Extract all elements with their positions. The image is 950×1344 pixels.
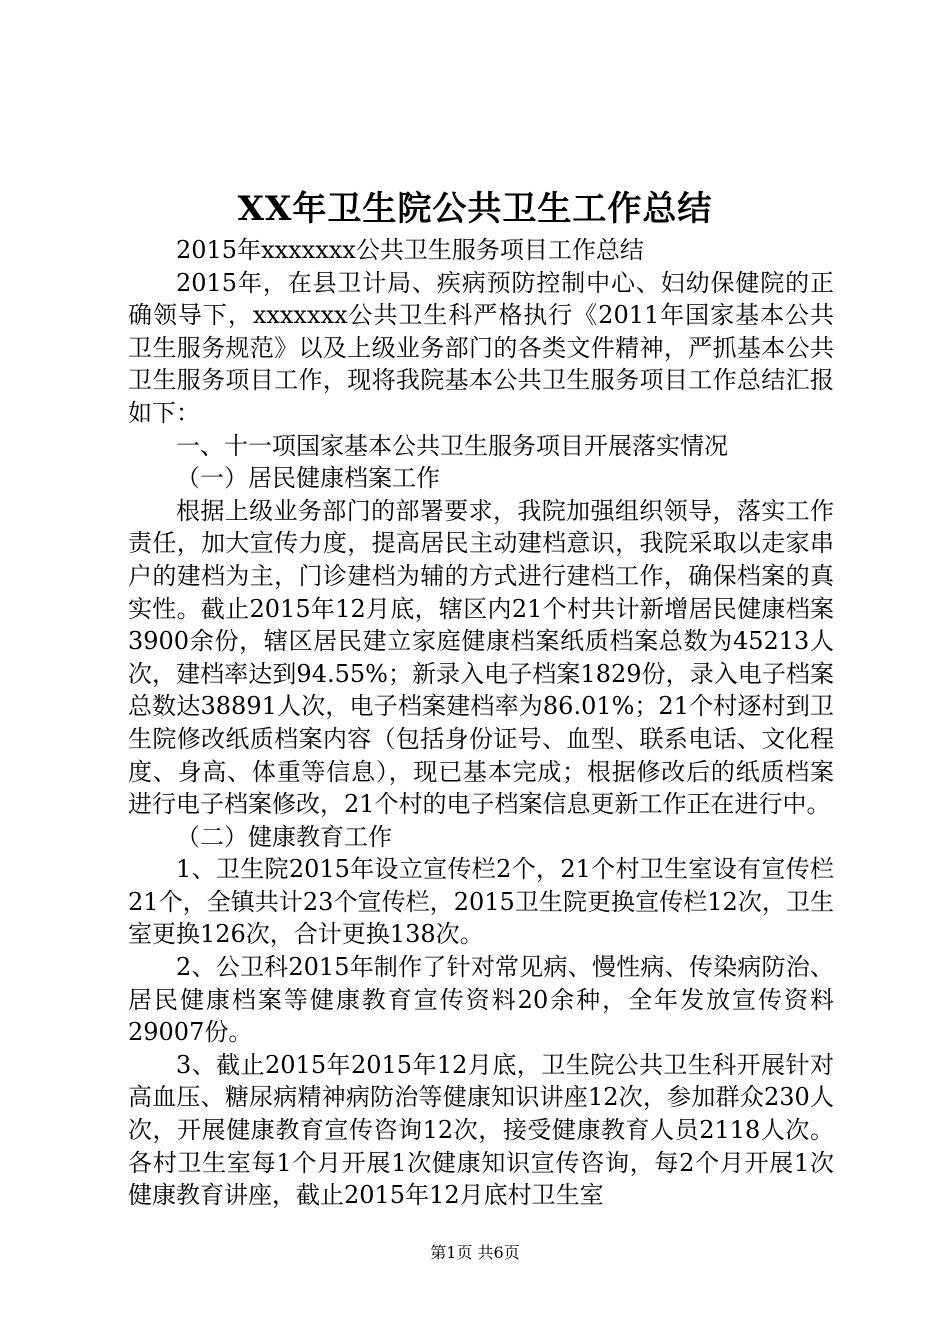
- subsection-heading-2: （二）健康教育工作: [176, 822, 392, 851]
- paragraph-subtitle: 2015年xxxxxxx公共卫生服务项目工作总结: [176, 236, 644, 264]
- paragraph-health-records: 根据上级业务部门的部署要求，我院加强组织领导，落实工作责任，加大宣传力度，提高居民主动建档意识，我院采取以走家串户的建档为主，门诊建档为辅的方式进行建档工作，确保档案的真实性。截止2015年12月底，辖区内21个村共计新增居民健康档案3900余份，辖区居民建立家庭健康档案纸质档案总数为45213人次，建档率达到94.55%；新录入电子档案1829份，录入电子档案总数达38891人次，电子档案建档率为86.01%；21个村逐村到卫生院修改纸质档案内容（包括身份证号、血型、联系电话、文化程度、身高、体重等信息），现已基本完成；根据修改后的纸质档案进行电子档案修改，21个村的电子档案信息更新工作正在进行中。: [128, 496, 834, 819]
- paragraph-education-1: 1、卫生院2015年设立宣传栏2个，21个村卫生室设有宣传栏21个，全镇共计23个宣传栏，2015卫生院更换宣传栏12次，卫生室更换126次，合计更换138次。: [128, 855, 834, 949]
- subsection-heading-1: （一）居民健康档案工作: [176, 464, 440, 493]
- section-heading-1: 一、十一项国家基本公共卫生服务项目开展落实情况: [176, 431, 728, 460]
- paragraph-education-2: 2、公卫科2015年制作了针对常见病、慢性病、传染病防治、居民健康档案等健康教育宣传资料20余种，全年发放宣传资料29007份。: [128, 953, 834, 1047]
- document-title: XX年卫生院公共卫生工作总结: [237, 189, 713, 229]
- document-body: [128, 234, 834, 1212]
- paragraph-intro: 2015年，在县卫计局、疾病预防控制中心、妇幼保健院的正确领导下，xxxxxxx公共卫生科严格执行《2011年国家基本公共卫生服务规范》以及上级业务部门的各类文件精神，严抓基本公共卫生服务项目工作，现将我院基本公共卫生服务项目工作总结汇报如下：: [128, 268, 834, 427]
- page-footer: 第1页 共6页: [430, 1243, 520, 1262]
- paragraph-education-3: 3、截止2015年2015年12月底，卫生院公共卫生科开展针对高血压、糖尿病精神病防治等健康知识讲座12次，参加群众230人次，开展健康教育宣传咨询12次，接受健康教育人员2118人次。各村卫生室每1个月开展1次健康知识宣传咨询，每2个月开展1次健康教育讲座，截止2015年12月底村卫生室: [128, 1050, 834, 1210]
